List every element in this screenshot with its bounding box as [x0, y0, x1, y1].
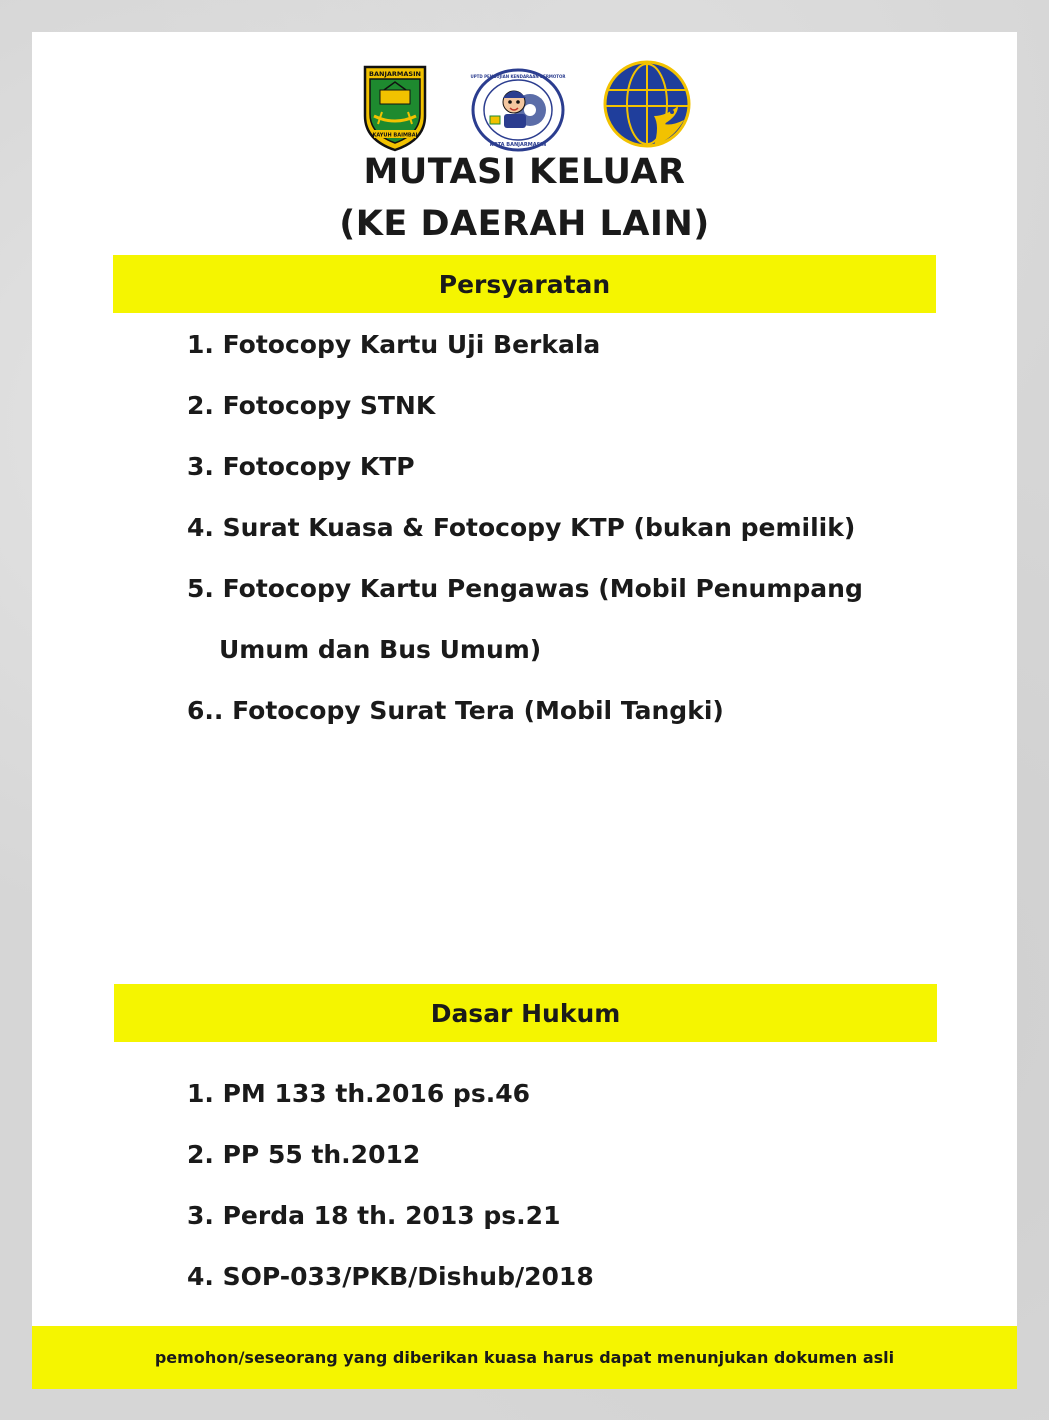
uptd-top-text: UPTD PENGUJIAN KENDARAAN BERMOTOR — [470, 74, 566, 79]
requirement-item: 6.. Fotocopy Surat Tera (Mobil Tangki) — [187, 696, 724, 725]
uptd-bottom-text: KOTA BANJARMASIN — [489, 142, 547, 148]
requirements-list — [187, 330, 863, 757]
legal-basis-item: 1. PM 133 th.2016 ps.46 — [187, 1079, 530, 1108]
requirement-item: 2. Fotocopy STNK — [187, 391, 436, 420]
legal-basis-item: 3. Perda 18 th. 2013 ps.21 — [187, 1201, 561, 1230]
footer-note: pemohon/seseorang yang diberikan kuasa harus dapat menunjukan dokumen asli — [32, 1326, 1017, 1389]
dishub-emblem-logo — [602, 60, 692, 156]
requirement-item: 4. Surat Kuasa & Fotocopy KTP (bukan pemilik) — [187, 513, 856, 542]
legal-basis-item: 2. PP 55 th.2012 — [187, 1140, 421, 1169]
requirement-item: 3. Fotocopy KTP — [187, 452, 415, 481]
page-subtitle: (KE DAERAH LAIN) — [339, 204, 710, 244]
requirement-item-continuation: Umum dan Bus Umum) — [219, 635, 542, 664]
banjarmasin-top-text: BANJARMASIN — [369, 70, 421, 78]
logo-row — [32, 50, 1017, 160]
legal-basis-item: 4. SOP-033/PKB/Dishub/2018 — [187, 1262, 594, 1291]
legal-basis-heading: Dasar Hukum — [114, 984, 937, 1042]
banjarmasin-crest-logo — [362, 64, 428, 152]
page-title: MUTASI KELUAR — [363, 152, 686, 192]
requirements-heading: Persyaratan — [113, 255, 936, 313]
poster-sheet — [32, 32, 1017, 1389]
legal-basis-list — [187, 1079, 594, 1323]
uptd-pkb-badge-logo — [470, 68, 566, 152]
requirement-item: 1. Fotocopy Kartu Uji Berkala — [187, 330, 601, 359]
banjarmasin-bottom-text: KAYUH BAIMBAI — [372, 132, 418, 139]
requirement-item: 5. Fotocopy Kartu Pengawas (Mobil Penumpang — [187, 574, 863, 603]
